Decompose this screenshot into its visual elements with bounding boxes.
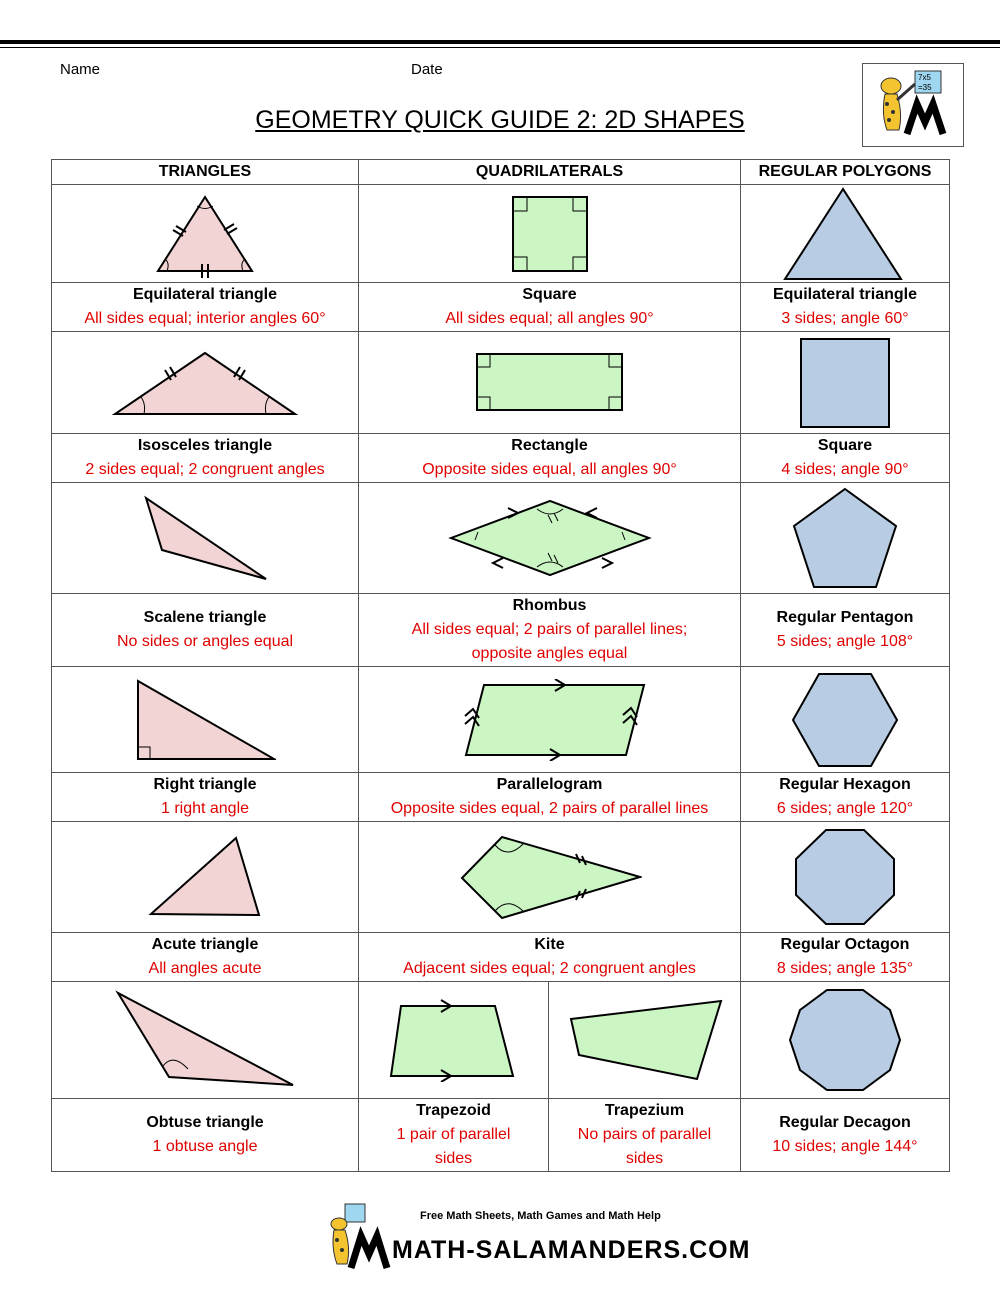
shape-desc: 5 sides; angle 108° [776, 633, 914, 650]
shape-cell [52, 332, 359, 434]
scalene-triangle-shape [140, 494, 270, 582]
rhombus-shape [445, 495, 655, 581]
shape-label-cell [741, 773, 950, 822]
shape-cell [549, 982, 741, 1099]
shape-label-cell [741, 594, 950, 667]
equilateral-triangle-shape [145, 189, 265, 279]
shape-desc: 1 right angle [160, 800, 250, 817]
shape-name: Trapezoid [416, 1102, 491, 1119]
shape-label-cell [741, 283, 950, 332]
shape-desc: 1 pair of parallel [396, 1126, 511, 1143]
shape-desc: 6 sides; angle 120° [776, 800, 914, 817]
col-header-polygons: REGULAR POLYGONS [741, 160, 950, 185]
shape-name: Square [522, 286, 577, 303]
shape-name: Rhombus [512, 597, 587, 614]
shape-cell [741, 822, 950, 933]
shape-desc: Opposite sides equal, all angles 90° [422, 461, 677, 478]
top-rule-thin [0, 47, 1000, 48]
shape-name: Regular Pentagon [776, 609, 914, 626]
polygon-square-shape [798, 336, 892, 430]
shape-desc: Opposite sides equal, 2 pairs of parallel lines [390, 800, 709, 817]
shape-cell [741, 185, 950, 283]
shape-cell [741, 332, 950, 434]
shape-name: Regular Decagon [779, 1114, 911, 1131]
shape-cell [52, 667, 359, 773]
date-label: Date [411, 61, 443, 78]
shape-name: Scalene triangle [143, 609, 267, 626]
shape-desc: All sides equal; interior angles 60° [84, 310, 326, 327]
acute-triangle-shape [147, 835, 263, 919]
shape-desc: All angles acute [148, 960, 262, 977]
shape-cell [52, 822, 359, 933]
page-title: GEOMETRY QUICK GUIDE 2: 2D SHAPES [255, 106, 745, 134]
shape-desc: sides [434, 1150, 473, 1167]
shape-cell [52, 982, 359, 1099]
salamander-icon [863, 64, 963, 146]
logo-badge-bottom: =35 [918, 83, 932, 92]
obtuse-triangle-shape [113, 989, 297, 1091]
col-header-quadrilaterals: QUADRILATERALS [359, 160, 741, 185]
footer-site-name: MATH-SALAMANDERS.COM [392, 1236, 751, 1264]
polygon-triangle-shape [780, 186, 910, 282]
shape-cell [741, 483, 950, 594]
shape-name: Kite [534, 936, 565, 953]
footer-tagline: Free Math Sheets, Math Games and Math Help [420, 1210, 661, 1222]
shape-label-cell [359, 434, 741, 483]
shape-desc: 3 sides; angle 60° [781, 310, 909, 327]
shape-label-cell [359, 933, 741, 982]
shape-label-cell [52, 283, 359, 332]
kite-shape [458, 832, 642, 922]
shape-label-cell [741, 1099, 950, 1172]
shape-cell [52, 185, 359, 283]
shape-name: Obtuse triangle [146, 1114, 264, 1131]
shape-cell [741, 982, 950, 1099]
shape-name: Trapezium [604, 1102, 685, 1119]
shape-cell [359, 332, 741, 434]
shape-label-cell [549, 1099, 741, 1172]
trapezium-shape [567, 997, 723, 1083]
name-label: Name [60, 61, 101, 78]
shape-desc: All sides equal; all angles 90° [445, 310, 654, 327]
salamander-footer-icon [325, 1200, 395, 1272]
shape-desc: 1 obtuse angle [152, 1138, 258, 1155]
shape-name: Square [817, 437, 873, 454]
shape-label-cell [359, 594, 741, 667]
shape-desc: All sides equal; 2 pairs of parallel lines; [411, 621, 688, 638]
shape-label-cell [52, 1099, 359, 1172]
shape-label-cell [52, 594, 359, 667]
shape-label-cell [359, 1099, 549, 1172]
shape-desc: 2 sides equal; 2 congruent angles [85, 461, 325, 478]
shape-cell [359, 185, 741, 283]
shape-name: Regular Octagon [780, 936, 910, 953]
shape-name: Equilateral triangle [132, 286, 278, 303]
shape-name: Parallelogram [496, 776, 603, 793]
shape-desc: sides [625, 1150, 664, 1167]
right-triangle-shape [134, 677, 276, 763]
hexagon-shape [789, 670, 901, 770]
shape-cell [52, 483, 359, 594]
decagon-shape [788, 986, 902, 1094]
shape-name: Regular Hexagon [779, 776, 911, 793]
shape-desc: Adjacent sides equal; 2 congruent angles [403, 960, 696, 977]
shape-label-cell [741, 933, 950, 982]
shape-name: Isosceles triangle [137, 437, 273, 454]
shape-name: Acute triangle [151, 936, 259, 953]
square-shape [505, 189, 595, 279]
shape-name: Equilateral triangle [772, 286, 918, 303]
shape-label-cell [52, 773, 359, 822]
shape-cell [741, 667, 950, 773]
top-rule-thick [0, 40, 1000, 44]
shapes-table [51, 159, 950, 1172]
logo-badge-top: 7x5 [918, 73, 931, 82]
octagon-shape [792, 826, 898, 928]
shape-label-cell [359, 283, 741, 332]
parallelogram-shape [450, 679, 650, 761]
shape-label-cell [52, 434, 359, 483]
shape-name: Rectangle [511, 437, 588, 454]
shape-desc: No pairs of parallel [577, 1126, 712, 1143]
shape-desc: 10 sides; angle 144° [772, 1138, 918, 1155]
shape-cell [359, 667, 741, 773]
salamander-logo [862, 63, 964, 147]
shape-name: Right triangle [153, 776, 257, 793]
shape-desc: 8 sides; angle 135° [776, 960, 914, 977]
shape-label-cell [52, 933, 359, 982]
col-header-triangles: TRIANGLES [52, 160, 359, 185]
shape-label-cell [359, 773, 741, 822]
shape-desc: 4 sides; angle 90° [781, 461, 909, 478]
shape-desc: opposite angles equal [471, 645, 628, 662]
shape-cell [359, 822, 741, 933]
trapezoid-shape [387, 998, 521, 1082]
shape-cell [359, 982, 549, 1099]
shape-cell [359, 483, 741, 594]
shape-desc: No sides or angles equal [116, 633, 294, 650]
shape-label-cell [741, 434, 950, 483]
pentagon-shape [790, 486, 900, 590]
isosceles-triangle-shape [110, 348, 300, 418]
rectangle-shape [475, 352, 625, 414]
